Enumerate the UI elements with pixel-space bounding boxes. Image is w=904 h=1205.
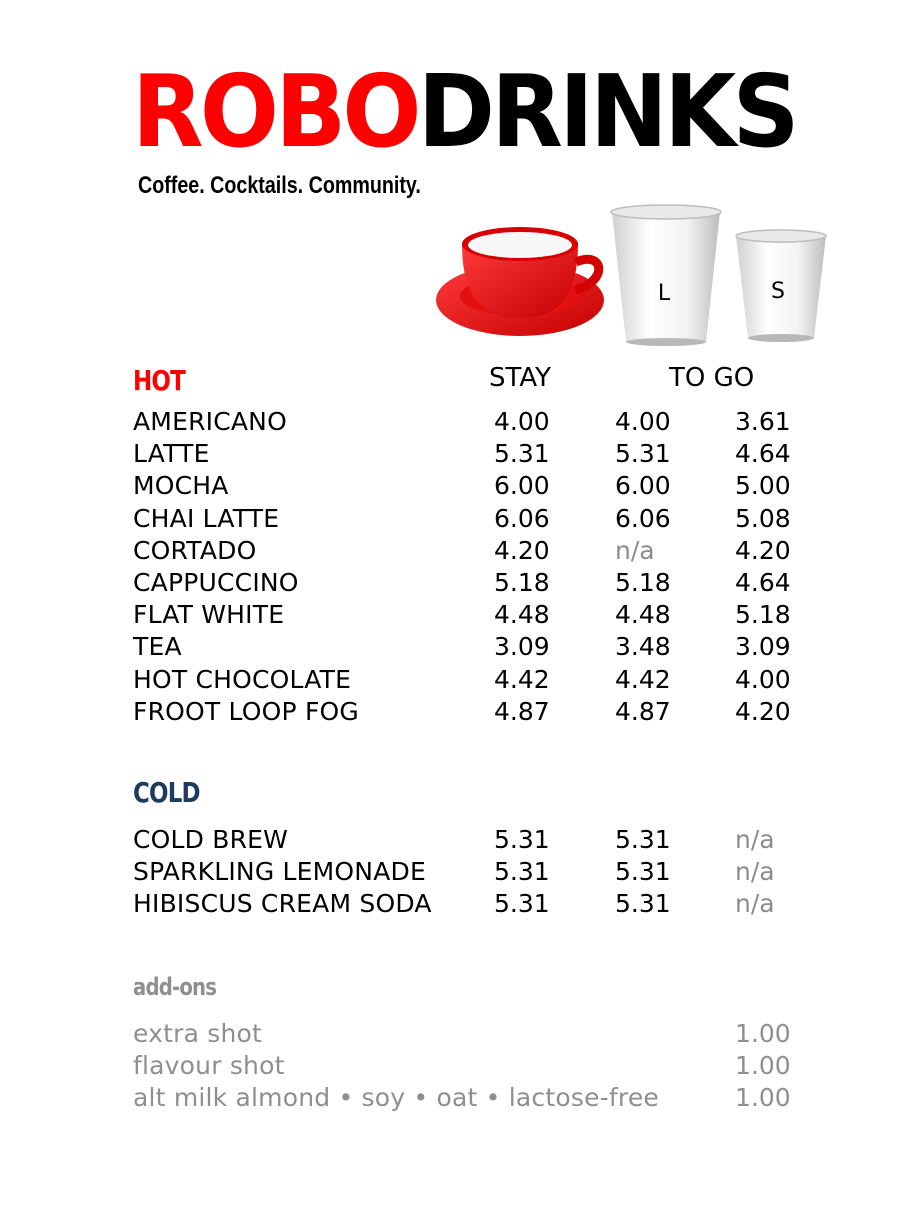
item-name: HIBISCUS CREAM SODA — [133, 889, 432, 919]
stay-price: 4.48 — [494, 600, 550, 630]
stay-price: 4.42 — [494, 664, 550, 694]
tagline: Coffee. Cocktails. Community. — [138, 172, 421, 199]
stay-price: 4.20 — [494, 535, 550, 565]
stay-price: 6.06 — [494, 503, 550, 533]
large-price: 5.31 — [615, 439, 671, 469]
menu-item-row — [0, 567, 904, 599]
large-price: 4.48 — [615, 600, 671, 630]
small-price: 3.09 — [735, 632, 791, 662]
addon-row — [0, 1050, 904, 1082]
menu-item-row — [0, 631, 904, 663]
menu-item-row — [0, 535, 904, 567]
addon-price: 1.00 — [735, 1019, 791, 1048]
large-price: 5.18 — [615, 567, 671, 597]
item-name: AMERICANO — [133, 407, 287, 436]
logo-robo: ROBO — [132, 53, 418, 170]
large-price: 3.48 — [615, 632, 671, 662]
large-price: 6.06 — [615, 503, 671, 533]
item-name: HOT CHOCOLATE — [133, 664, 352, 694]
addon-row — [0, 1082, 904, 1114]
small-price: n/a — [735, 889, 775, 919]
large-price: 5.31 — [615, 857, 671, 887]
menu-item-row — [0, 856, 904, 888]
addons-section-title: add-ons — [133, 973, 217, 1001]
stay-price: 4.00 — [494, 407, 550, 436]
large-price: 4.00 — [615, 407, 671, 436]
menu-item-row — [0, 888, 904, 920]
small-price: 4.20 — [735, 696, 791, 726]
stay-price: 5.31 — [494, 857, 550, 887]
addon-name: extra shot — [133, 1019, 263, 1048]
item-name: FLAT WHITE — [133, 600, 285, 630]
logo-drinks: DRINKS — [417, 53, 796, 170]
large-paper-cup-icon — [611, 205, 721, 346]
item-name: CHAI LATTE — [133, 503, 280, 533]
addon-row — [0, 1018, 904, 1050]
small-price: 5.18 — [735, 600, 791, 630]
small-paper-cup-icon — [736, 230, 826, 342]
small-price: 3.61 — [735, 407, 791, 436]
stay-column-header: STAY — [489, 363, 552, 393]
large-price: 5.31 — [615, 825, 671, 854]
hot-section-title: HOT — [133, 364, 185, 397]
item-name: LATTE — [133, 439, 210, 469]
menu-item-row — [0, 503, 904, 535]
stay-price: 6.00 — [494, 471, 550, 501]
cold-section-title: COLD — [133, 776, 200, 809]
stay-price: 5.31 — [494, 889, 550, 919]
stay-price: 3.09 — [494, 632, 550, 662]
menu-item-row — [0, 470, 904, 502]
addon-name: alt milk almond • soy • oat • lactose-free — [133, 1083, 659, 1113]
addon-price: 1.00 — [735, 1051, 791, 1081]
stay-price: 5.18 — [494, 567, 550, 597]
small-price: 5.08 — [735, 503, 791, 533]
stay-price: 5.31 — [494, 439, 550, 469]
large-price: 4.87 — [615, 696, 671, 726]
small-price: 4.64 — [735, 567, 791, 597]
small-price: 4.64 — [735, 439, 791, 469]
cup-illustrations — [0, 0, 904, 360]
addon-name: flavour shot — [133, 1051, 285, 1081]
hot-menu-list — [0, 406, 904, 728]
large-price: n/a — [615, 535, 655, 565]
small-cup-label: S — [771, 279, 785, 304]
addons-list — [0, 1018, 904, 1115]
item-name: TEA — [133, 632, 182, 662]
menu-item-row — [0, 406, 904, 438]
large-cup-label: L — [657, 281, 671, 306]
cold-menu-list — [0, 824, 904, 921]
item-name: CORTADO — [133, 535, 257, 565]
menu-item-row — [0, 696, 904, 728]
item-name: FROOT LOOP FOG — [133, 696, 359, 726]
item-name: COLD BREW — [133, 825, 289, 854]
item-name: SPARKLING LEMONADE — [133, 857, 426, 887]
small-price: 5.00 — [735, 471, 791, 501]
stay-price: 4.87 — [494, 696, 550, 726]
menu-item-row — [0, 664, 904, 696]
large-price: 6.00 — [615, 471, 671, 501]
small-price: n/a — [735, 857, 775, 887]
menu-item-row — [0, 599, 904, 631]
item-name: MOCHA — [133, 471, 229, 501]
to-go-column-header: TO GO — [669, 363, 755, 393]
stay-price: 5.31 — [494, 825, 550, 854]
menu-item-row — [0, 824, 904, 856]
small-price: 4.00 — [735, 664, 791, 694]
red-cup-saucer-icon — [436, 227, 604, 336]
menu-item-row — [0, 438, 904, 470]
small-price: 4.20 — [735, 535, 791, 565]
large-price: 4.42 — [615, 664, 671, 694]
large-price: 5.31 — [615, 889, 671, 919]
item-name: CAPPUCCINO — [133, 567, 299, 597]
addon-price: 1.00 — [735, 1083, 791, 1113]
small-price: n/a — [735, 825, 775, 854]
